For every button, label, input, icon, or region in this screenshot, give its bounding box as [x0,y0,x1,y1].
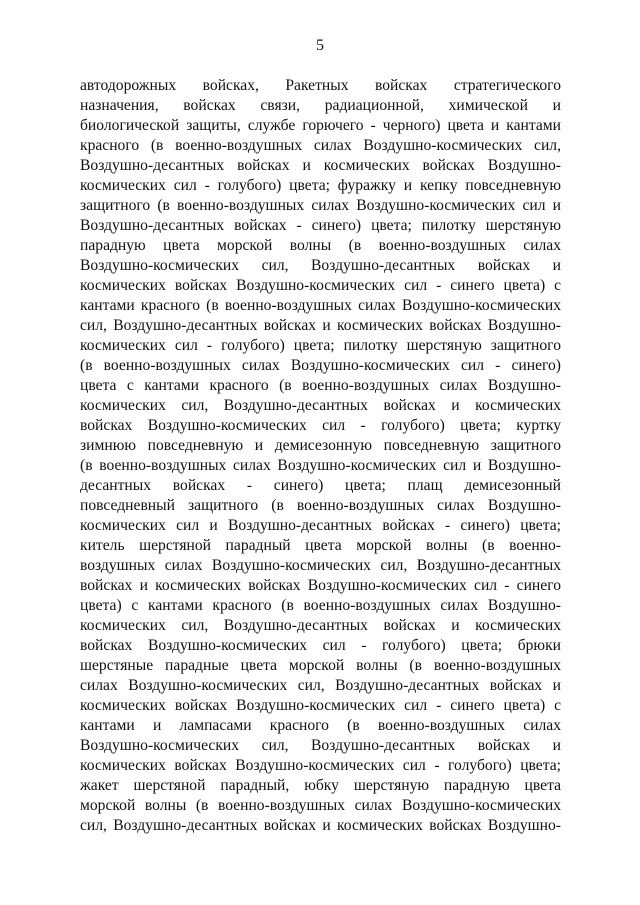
text-line: силах Воздушно-космических сил, Воздушно-десантных войсках и [80,677,561,694]
text-line: китель шерстяной парадный цвета морской волны (в военно- [80,537,561,554]
text-line: воздушных силах Воздушно-космических сил, Воздушно-десантных [80,557,561,574]
page-number: 5 [316,37,324,54]
text-line: (в военно-воздушных силах Воздушно-космических сил и Воздушно- [80,457,561,474]
text-line: Воздушно-космических сил, Воздушно-десантных войсках и [80,257,561,274]
text-line: войсках и космических войсках Воздушно-космических сил - синего [80,577,561,594]
text-line: жакет шерстяной парадный, юбку шерстяную парадную цвета [80,777,561,794]
text-line: Воздушно-десантных войсках и космических войсках Воздушно- [80,157,561,174]
text-line: космических войсках Воздушно-космических сил - синего цвета) с [80,277,561,294]
text-line: парадную цвета морской волны (в военно-воздушных силах [80,237,561,254]
text-line: войсках Воздушно-космических сил - голубого) цвета; брюки [80,637,561,654]
text-line: десантных войсках - синего) цвета; плащ демисезонный [80,477,561,494]
text-line: автодорожных войсках, Ракетных войсках стратегического [80,77,561,94]
text-line: шерстяные парадные цвета морской волны (в военно-воздушных [80,657,561,674]
text-line: сил, Воздушно-десантных войсках и космических войсках Воздушно- [80,317,561,334]
text-line: зимнюю повседневную и демисезонную повседневную защитного [80,437,561,454]
document-body [80,76,561,836]
text-line: космических сил, Воздушно-десантных войсках и космических [80,617,561,634]
text-line: защитного (в военно-воздушных силах Воздушно-космических сил и [80,197,561,214]
text-line: морской волны (в военно-воздушных силах Воздушно-космических [80,797,561,814]
text-line: (в военно-воздушных силах Воздушно-космических сил - синего) [80,357,561,374]
text-line: сил, Воздушно-десантных войсках и космических войсках Воздушно- [80,817,561,834]
text-line: космических сил - голубого) цвета; пилотку шерстяную защитного [80,337,561,354]
text-line: цвета) с кантами красного (в военно-воздушных силах Воздушно- [80,597,561,614]
text-line: Воздушно-десантных войсках - синего) цвета; пилотку шерстяную [80,217,561,234]
text-line: космических войсках Воздушно-космических сил - голубого) цвета; [80,757,561,774]
text-line: космических сил и Воздушно-десантных войсках - синего) цвета; [80,517,561,534]
text-line: повседневный защитного (в военно-воздушных силах Воздушно- [80,497,561,514]
text-line: Воздушно-космических сил, Воздушно-десантных войсках и [80,737,561,754]
text-line: кантами красного (в военно-воздушных силах Воздушно-космических [80,297,561,314]
text-line: цвета с кантами красного (в военно-воздушных силах Воздушно- [80,377,561,394]
text-line: красного (в военно-воздушных силах Воздушно-космических сил, [80,137,561,154]
text-line: космических сил - голубого) цвета; фуражку и кепку повседневную [80,177,561,194]
text-line: назначения, войсках связи, радиационной, химической и [80,97,561,114]
text-line: войсках Воздушно-космических сил - голубого) цвета; куртку [80,417,561,434]
text-line: биологической защиты, службе горючего - черного) цвета и кантами [80,117,561,134]
text-line: космических войсках Воздушно-космических сил - синего цвета) с [80,697,561,714]
text-line: кантами и лампасами красного (в военно-воздушных силах [80,717,561,734]
text-line: космических сил, Воздушно-десантных войсках и космических [80,397,561,414]
